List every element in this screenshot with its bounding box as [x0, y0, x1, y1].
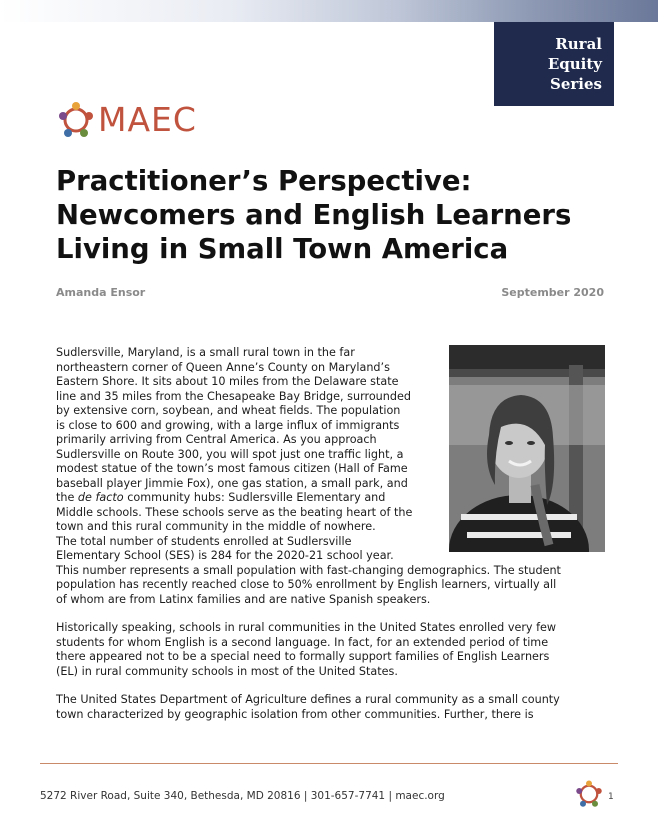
paragraph [56, 346, 606, 607]
series-badge [494, 22, 614, 106]
author-name: Amanda Ensor [56, 286, 146, 299]
text-line: town characterized by geographic isolation from other communities. Further, there is [56, 707, 534, 721]
maec-logo [56, 102, 197, 138]
page-title [56, 164, 616, 266]
publication-date: September 2020 [501, 286, 604, 299]
text-line: Sudlersville on Route 300, you will spot just one traffic light, a [56, 447, 404, 461]
page-number: 1 [608, 792, 614, 802]
text-line: population has recently reached close to 50% enrollment by English learners, virtually all [56, 578, 557, 591]
text-line: The United States Department of Agriculture defines a rural community as a small county [56, 693, 560, 706]
paragraph [56, 621, 606, 679]
text-line: students for whom English is a second language. In fact, for an extended period of time [56, 635, 549, 649]
title-line: Living in Small Town America [56, 233, 509, 265]
footer-address: 5272 River Road, Suite 340, Bethesda, MD 20816 | 301-657-7741 | maec.org [40, 790, 445, 802]
text-line: town and this rural community in the middle of nowhere. [56, 520, 376, 533]
italic-term: de facto [77, 491, 124, 504]
series-badge-line: Rural [555, 35, 602, 53]
logo-wordmark: MAEC [98, 100, 197, 139]
text-line: line and 35 miles from the Chesapeake Bay Bridge, surrounded [56, 389, 411, 403]
text-fragment: the [56, 491, 78, 504]
title-line: Practitioner’s Perspective: [56, 165, 472, 197]
text-line: Sudlersville, Maryland, is a small rural town in the far [56, 346, 355, 359]
people-circle-icon [574, 780, 604, 812]
text-line: The total number of students enrolled at Sudlersville [56, 534, 352, 548]
text-line: Elementary School (SES) is 284 for the 2020-21 school year. [56, 549, 394, 562]
series-badge-line: Equity [547, 55, 602, 73]
text-line: Middle schools. These schools serve as the beating heart of the [56, 505, 413, 519]
text-line: modest statue of the town’s most famous citizen (Hall of Fame [56, 462, 408, 475]
text-line: This number represents a small population with fast-changing demographics. The student [56, 563, 561, 577]
text-fragment: community hubs: Sudlersville Elementary and [123, 491, 386, 504]
text-line: Eastern Shore. It sits about 10 miles from the Delaware state [56, 375, 399, 388]
paragraph [56, 693, 606, 722]
title-line: Newcomers and English Learners [56, 199, 572, 231]
header-band [0, 0, 658, 22]
text-line: (EL) in rural community schools in most of the United States. [56, 664, 398, 678]
article-body [56, 346, 606, 722]
text-line: by extensive corn, soybean, and wheat fields. The population [56, 404, 401, 417]
byline [56, 286, 604, 299]
paragraph-gap [56, 607, 606, 621]
text-line: is close to 600 and growing, with a large influx of immigrants [56, 418, 400, 432]
text-line [56, 491, 606, 506]
paragraph-gap [56, 679, 606, 693]
text-line: Historically speaking, schools in rural communities in the United States enrolled very few [56, 621, 557, 634]
text-line: there appeared not to be a special need to formally support families of English Learners [56, 650, 550, 663]
footer-divider [40, 763, 618, 764]
text-line: primarily arriving from Central America. As you approach [56, 433, 377, 446]
text-line: of whom are from Latinx families and are native Spanish speakers. [56, 592, 431, 606]
people-circle-icon [56, 102, 96, 138]
series-badge-line: Series [550, 75, 602, 93]
text-line: baseball player Jimmie Fox), one gas station, a small park, and [56, 476, 408, 490]
text-line: northeastern corner of Queen Anne’s County on Maryland’s [56, 360, 390, 374]
